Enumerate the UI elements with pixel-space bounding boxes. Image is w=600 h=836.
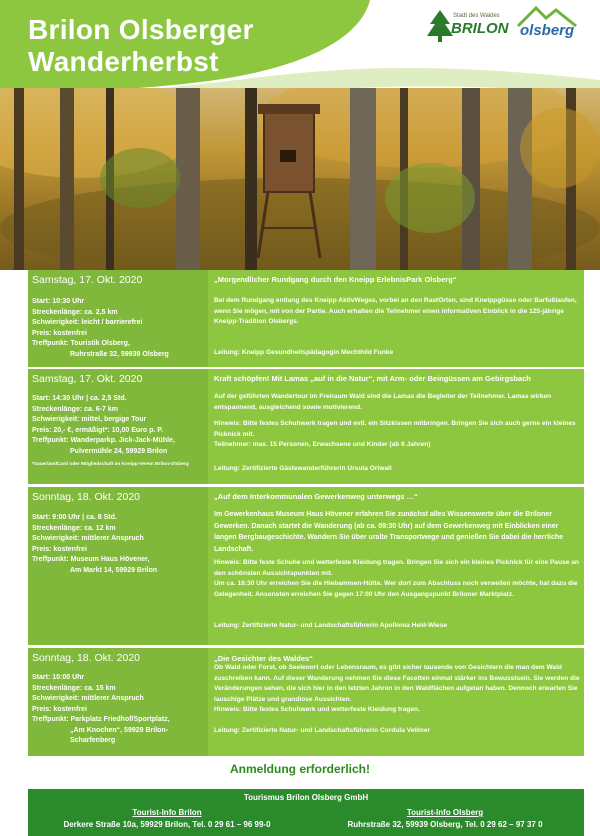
footer-brilon-address: Derkere Straße 10a, 59929 Brilon, Tel. 0 29 61 – 96 99-0 (63, 820, 271, 829)
event-3-paragraph-2: Hinweis: Bitte feste Schuhe und wetterfeste Kleidung tragen. Bringen Sie sich ein kleines Picknick für eine Pause an den schönsten Aussichtspunkten mit. (214, 559, 579, 577)
event-4-details (28, 648, 208, 756)
registration-notice: Anmeldung erforderlich! (229, 762, 370, 776)
event-4-start: Start: 10:00 Uhr (32, 674, 85, 681)
event-2-difficulty: Schwierigkeit: mittel, bergige Tour (32, 416, 147, 423)
olsberg-logo-name: olsberg (520, 22, 575, 39)
event-3 (28, 487, 584, 645)
event-2-paragraph-2: Hinweis: Bitte festes Schuhwerk tragen und evtl. ein Sitzkissen mitbringen. Bringen Sie sich auch gerne ein kleines Picknick mit. (214, 420, 576, 438)
event-4-text (214, 663, 580, 716)
event-2-paragraph-1: Auf der geführten Wandertour im Freiraum Wald sind die Lamas die Begleiter der Teilnehmer. Lamas wirken entspannend, ausgleichend sowie motivierend. (214, 393, 552, 411)
event-4-info (32, 673, 170, 747)
page-title (28, 14, 254, 78)
event-1-title: „Morgendlicher Rundgang durch den Kneipp ErlebnisPark Olsberg“ (214, 275, 457, 284)
event-4 (28, 648, 584, 756)
event-2-details (28, 369, 208, 484)
olsberg-logo (514, 4, 584, 46)
event-2-footnote: *SauerlandCard oder Mitgliedschaft im Kneipp-Verein Brilon-Olsberg (32, 462, 189, 467)
event-3-leitung: Leitung: Zertifizierte Natur- und Landschaftsführerin Apollonia Held-Wiese (214, 622, 448, 629)
event-3-title: „Auf dem Interkommunalen Gewerkenweg unterwegs …“ (214, 492, 418, 501)
footer-brilon-link[interactable]: Tourist-Info Brilon (132, 808, 202, 817)
footer (28, 789, 584, 836)
event-1 (28, 270, 584, 367)
event-1-difficulty: Schwierigkeit: leicht / barrierefrei (32, 319, 143, 326)
event-1-info (32, 297, 169, 360)
event-3-distance: Streckenlänge: ca. 12 km (32, 524, 116, 532)
event-3-difficulty: Schwierigkeit: mittlerer Anspruch (32, 535, 144, 542)
footer-olsberg (306, 807, 584, 831)
footer-olsberg-link[interactable]: Tourist-Info Olsberg (406, 808, 484, 817)
event-2-distance: Streckenlänge: ca. 6-7 km (32, 405, 118, 413)
event-3-price: Preis: kostenfrei (32, 545, 87, 553)
event-3-info (32, 513, 157, 576)
event-4-address-2: Scharfenberg (70, 737, 116, 744)
event-2-leitung: Leitung: Zertifizierte Gästewanderführerin Ursula Oriwall (214, 465, 392, 472)
event-3-date: Sonntag, 18. Okt. 2020 (32, 491, 140, 503)
brilon-logo-subtitle: Stadt des Waldes (453, 13, 500, 19)
event-1-date: Samstag, 17. Okt. 2020 (32, 274, 143, 286)
event-1-text (214, 296, 580, 328)
event-3-text (214, 558, 580, 600)
event-4-paragraph-1: Ob Wald oder Forst, ob Seelenort oder Lebensraum, es gibt sicher tausende von Gesichtern die man dem Wald zuschreiben kann. Auf dieser Wanderung nehmen Sie diese Facetten einmal stärker ins Bewusstsein. Sie werden die Veränderungen sehen, die sich hier in den letzten Jahren in den Waldflächen aufgetan haben. Dennoch erwarten Sie lauschige Plätze und grandiose Aussichten. (214, 664, 580, 703)
event-1-leitung: Leitung: Kneipp Gesundheitspädagogin Mechthild Funke (214, 349, 394, 356)
event-2-start: Start: 14:30 Uhr | ca. 2,5 Std. (32, 395, 127, 402)
event-2-address: Pulvermühle 24, 59929 Brilon (70, 447, 168, 455)
event-4-title: „Die Gesichter des Waldes“ (214, 654, 313, 663)
event-3-address: Am Markt 14, 59929 Brilon (70, 566, 158, 574)
event-1-distance: Streckenlänge: ca. 2,5 km (32, 308, 118, 316)
event-4-date: Sonntag, 18. Okt. 2020 (32, 652, 140, 664)
footer-brilon (28, 807, 306, 831)
forest-photo (0, 88, 600, 270)
footer-title: Tourismus Brilon Olsberg GmbH (243, 793, 369, 802)
header (0, 0, 600, 88)
event-2-title: Kraft schöpfen! Mit Lamas „auf in die Natur“, mit Arm- oder Beingüssen am Gebirgsbach (214, 374, 531, 383)
event-4-distance: Streckenlänge: ca. 15 km (32, 684, 116, 692)
brilon-logo-name: BRILON (451, 20, 509, 37)
footer-olsberg-address: Ruhrstraße 32, 59939 Olsberg, Tel. 0 29 62 – 97 37 0 (347, 820, 543, 829)
event-4-address: „Am Knochen“, 59929 Brilon- (70, 726, 169, 734)
event-3-start: Start: 9:00 Uhr | ca. 8 Std. (32, 514, 117, 521)
brilon-logo (425, 6, 509, 46)
event-4-difficulty: Schwierigkeit: mittlerer Anspruch (32, 695, 144, 702)
event-1-details (28, 270, 208, 367)
event-1-price: Preis: kostenfrei (32, 329, 87, 337)
event-1-meetingpoint: Treffpunkt: Touristik Olsberg, (32, 340, 130, 347)
event-2-paragraph-3: Teilnehmer: max. 15 Personen, Erwachsene und Kinder (ab 6 Jahren) (214, 441, 431, 448)
event-2-date: Samstag, 17. Okt. 2020 (32, 373, 143, 385)
event-4-price: Preis: kostenfrei (32, 705, 87, 713)
event-1-paragraph: Bei dem Rundgang entlang des Kneipp AktivWeges, vorbei an den RastOrten, sind Kneippgüsse oder Barfußlaufen, wenn Sie mögen, mit von der Partie. Auch erhalten die Teilnehmer einen informativen Einblick in die 125-jährige Kneipp-Tradition Olsbergs. (214, 297, 577, 325)
event-1-address: Ruhrstraße 32, 59939 Olsberg (70, 350, 169, 358)
event-3-meetingpoint: Treffpunkt: Museum Haus Hövener, (32, 556, 150, 563)
title-line-1: Brilon Olsberger (28, 14, 254, 45)
event-2-info (32, 394, 175, 457)
event-4-leitung: Leitung: Zertifizierte Natur- und Landschaftsführerin Cordula Vellmer (214, 727, 431, 734)
event-2 (28, 369, 584, 484)
event-1-start: Start: 10:30 Uhr (32, 298, 85, 305)
event-3-paragraph-3: Um ca. 16:30 Uhr erreichen Sie die Hiebammen-Hütte. Wer dort zum Abschluss noch verweilen möchte, hat dazu die Gelegenheit. Ansonsten erreichen Sie gegen 17:00 Uhr den Ausgangspunkt Briloner Marktplatz. (214, 580, 578, 598)
event-4-paragraph-2: Hinweis: Bitte festes Schuhwerk und wetterfeste Kleidung tragen. (214, 706, 420, 713)
event-2-price: Preis: 20,- €, ermäßigt*: 10,00 Euro p. P. (32, 426, 163, 434)
title-line-2: Wanderherbst (28, 46, 219, 77)
event-3-text-main: Im Gewerkenhaus Museum Haus Hövener erfahren Sie zunächst alles Wissenswerte über die Briloner Gewerken. Danach startet die Wanderung (ab ca. 09:30 Uhr) auf dem Gewerkenweg mit Einblicken einer langen Bergbaugeschichte. Wandern Sie über uralte Transportwege und genießen Sie dabei die herrliche Landschaft. (214, 511, 564, 553)
event-2-text (214, 392, 580, 451)
event-4-meetingpoint: Treffpunkt: Parkplatz Friedhof/Sportplatz, (32, 716, 170, 723)
forest-illustration (0, 88, 600, 270)
event-3-details (28, 487, 208, 645)
event-2-meetingpoint: Treffpunkt: Wanderparkp. Jick-Jack-Mühle, (32, 437, 175, 444)
